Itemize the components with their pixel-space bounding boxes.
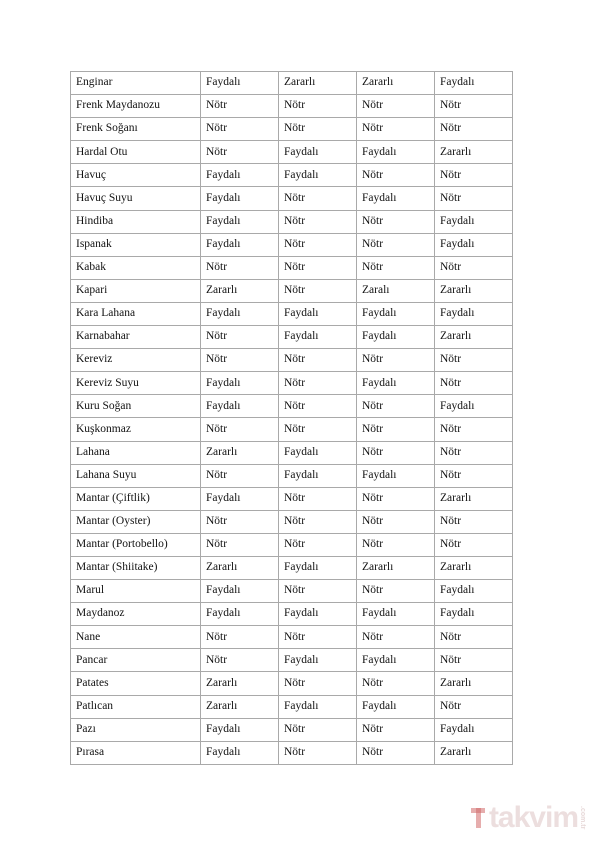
effect-cell: Nötr — [279, 395, 357, 418]
effect-cell: Nötr — [279, 626, 357, 649]
food-name-cell: Hardal Otu — [71, 141, 201, 164]
effect-cell: Faydalı — [435, 72, 513, 95]
effect-cell: Faydalı — [435, 302, 513, 325]
table-row — [71, 302, 513, 325]
effect-cell: Nötr — [357, 510, 435, 533]
effect-cell: Nötr — [435, 349, 513, 372]
effect-cell: Nötr — [201, 326, 279, 349]
effect-cell: Faydalı — [435, 718, 513, 741]
effect-cell: Faydalı — [201, 487, 279, 510]
effect-cell: Zararlı — [435, 741, 513, 764]
table-row — [71, 164, 513, 187]
table-row — [71, 395, 513, 418]
effect-cell: Zararlı — [357, 556, 435, 579]
effect-cell: Nötr — [279, 672, 357, 695]
effect-cell: Nötr — [435, 626, 513, 649]
effect-cell: Nötr — [357, 487, 435, 510]
table-row — [71, 256, 513, 279]
effect-cell: Nötr — [201, 256, 279, 279]
effect-cell: Nötr — [279, 349, 357, 372]
table-row — [71, 187, 513, 210]
effect-cell: Nötr — [279, 718, 357, 741]
effect-cell: Nötr — [435, 164, 513, 187]
table-row — [71, 695, 513, 718]
effect-cell: Nötr — [279, 372, 357, 395]
effect-cell: Faydalı — [201, 302, 279, 325]
effect-cell: Faydalı — [279, 164, 357, 187]
effect-cell: Faydalı — [279, 649, 357, 672]
food-name-cell: Pırasa — [71, 741, 201, 764]
food-name-cell: Havuç Suyu — [71, 187, 201, 210]
table-row — [71, 418, 513, 441]
effect-cell: Nötr — [201, 95, 279, 118]
effect-cell: Nötr — [279, 256, 357, 279]
effect-cell: Faydalı — [357, 326, 435, 349]
effect-cell: Zararlı — [435, 279, 513, 302]
effect-cell: Faydalı — [279, 603, 357, 626]
effect-cell: Faydalı — [201, 187, 279, 210]
effect-cell: Faydalı — [357, 187, 435, 210]
effect-cell: Faydalı — [279, 695, 357, 718]
table-row — [71, 741, 513, 764]
effect-cell: Nötr — [435, 510, 513, 533]
effect-cell: Nötr — [279, 210, 357, 233]
effect-cell: Nötr — [357, 533, 435, 556]
effect-cell: Faydalı — [201, 72, 279, 95]
table-row — [71, 464, 513, 487]
effect-cell: Nötr — [357, 718, 435, 741]
effect-cell: Nötr — [201, 464, 279, 487]
effect-cell: Nötr — [201, 533, 279, 556]
watermark-tld: .com.tr — [579, 806, 586, 830]
food-name-cell: Enginar — [71, 72, 201, 95]
takvim-logo-icon — [469, 806, 487, 830]
effect-cell: Nötr — [201, 118, 279, 141]
effect-cell: Nötr — [357, 395, 435, 418]
effect-cell: Nötr — [357, 672, 435, 695]
food-name-cell: Maydanoz — [71, 603, 201, 626]
food-name-cell: Pazı — [71, 718, 201, 741]
effect-cell: Faydalı — [357, 464, 435, 487]
food-name-cell: Kabak — [71, 256, 201, 279]
effect-cell: Faydalı — [357, 372, 435, 395]
table-row — [71, 326, 513, 349]
effect-cell: Nötr — [435, 256, 513, 279]
effect-cell: Faydalı — [201, 372, 279, 395]
effect-cell: Nötr — [279, 187, 357, 210]
table-row — [71, 72, 513, 95]
effect-cell: Nötr — [279, 279, 357, 302]
effect-cell: Zaralı — [357, 279, 435, 302]
effect-cell: Nötr — [435, 372, 513, 395]
table-row — [71, 533, 513, 556]
table-body — [71, 72, 513, 765]
effect-cell: Faydalı — [201, 164, 279, 187]
effect-cell: Nötr — [357, 441, 435, 464]
food-name-cell: Mantar (Çiftlik) — [71, 487, 201, 510]
food-name-cell: Ispanak — [71, 233, 201, 256]
food-name-cell: Nane — [71, 626, 201, 649]
food-name-cell: Kara Lahana — [71, 302, 201, 325]
effect-cell: Nötr — [435, 187, 513, 210]
effect-cell: Faydalı — [201, 603, 279, 626]
effect-cell: Faydalı — [435, 233, 513, 256]
effect-cell: Faydalı — [201, 395, 279, 418]
effect-cell: Faydalı — [357, 603, 435, 626]
table-row — [71, 210, 513, 233]
effect-cell: Nötr — [201, 418, 279, 441]
food-compatibility-table — [70, 71, 513, 765]
effect-cell: Nötr — [357, 233, 435, 256]
table-row — [71, 672, 513, 695]
table-row — [71, 556, 513, 579]
food-name-cell: Kereviz — [71, 349, 201, 372]
effect-cell: Nötr — [357, 95, 435, 118]
food-name-cell: Hindiba — [71, 210, 201, 233]
effect-cell: Nötr — [201, 649, 279, 672]
effect-cell: Nötr — [357, 256, 435, 279]
effect-cell: Nötr — [435, 95, 513, 118]
table-row — [71, 626, 513, 649]
effect-cell: Faydalı — [435, 580, 513, 603]
effect-cell: Nötr — [357, 580, 435, 603]
effect-cell: Nötr — [279, 741, 357, 764]
effect-cell: Zararlı — [435, 487, 513, 510]
effect-cell: Nötr — [279, 487, 357, 510]
food-name-cell: Lahana Suyu — [71, 464, 201, 487]
effect-cell: Faydalı — [435, 395, 513, 418]
effect-cell: Zararlı — [201, 279, 279, 302]
effect-cell: Zararlı — [201, 441, 279, 464]
effect-cell: Faydalı — [201, 741, 279, 764]
effect-cell: Zararlı — [435, 672, 513, 695]
effect-cell: Zararlı — [201, 695, 279, 718]
food-name-cell: Kuşkonmaz — [71, 418, 201, 441]
effect-cell: Nötr — [435, 418, 513, 441]
effect-cell: Nötr — [435, 441, 513, 464]
food-name-cell: Frenk Soğanı — [71, 118, 201, 141]
effect-cell: Nötr — [201, 626, 279, 649]
food-name-cell: Kuru Soğan — [71, 395, 201, 418]
effect-cell: Nötr — [357, 741, 435, 764]
effect-cell: Faydalı — [279, 141, 357, 164]
effect-cell: Zararlı — [201, 672, 279, 695]
effect-cell: Faydalı — [201, 718, 279, 741]
effect-cell: Nötr — [279, 118, 357, 141]
table-row — [71, 141, 513, 164]
effect-cell: Nötr — [279, 533, 357, 556]
effect-cell: Faydalı — [435, 603, 513, 626]
food-name-cell: Marul — [71, 580, 201, 603]
food-name-cell: Mantar (Shiitake) — [71, 556, 201, 579]
effect-cell: Nötr — [201, 510, 279, 533]
table-row — [71, 580, 513, 603]
food-name-cell: Patlıcan — [71, 695, 201, 718]
effect-cell: Nötr — [357, 418, 435, 441]
table-row — [71, 349, 513, 372]
effect-cell: Zararlı — [357, 72, 435, 95]
effect-cell: Faydalı — [357, 649, 435, 672]
effect-cell: Nötr — [279, 510, 357, 533]
table-row — [71, 118, 513, 141]
effect-cell: Faydalı — [279, 326, 357, 349]
effect-cell: Faydalı — [201, 210, 279, 233]
effect-cell: Nötr — [279, 580, 357, 603]
effect-cell: Zararlı — [435, 141, 513, 164]
watermark-text: takvim — [488, 801, 578, 834]
effect-cell: Faydalı — [435, 210, 513, 233]
effect-cell: Faydalı — [201, 233, 279, 256]
effect-cell: Faydalı — [279, 441, 357, 464]
effect-cell: Zararlı — [435, 556, 513, 579]
effect-cell: Nötr — [201, 349, 279, 372]
effect-cell: Nötr — [435, 695, 513, 718]
table-row — [71, 487, 513, 510]
effect-cell: Nötr — [279, 95, 357, 118]
effect-cell: Nötr — [357, 164, 435, 187]
effect-cell: Nötr — [357, 626, 435, 649]
effect-cell: Faydalı — [357, 695, 435, 718]
table-row — [71, 95, 513, 118]
table-row — [71, 441, 513, 464]
effect-cell: Faydalı — [279, 556, 357, 579]
effect-cell: Nötr — [357, 210, 435, 233]
food-name-cell: Lahana — [71, 441, 201, 464]
food-name-cell: Mantar (Portobello) — [71, 533, 201, 556]
effect-cell: Nötr — [435, 464, 513, 487]
table-row — [71, 718, 513, 741]
effect-cell: Faydalı — [357, 141, 435, 164]
table-row — [71, 603, 513, 626]
food-name-cell: Patates — [71, 672, 201, 695]
effect-cell: Nötr — [435, 118, 513, 141]
food-name-cell: Pancar — [71, 649, 201, 672]
table-row — [71, 510, 513, 533]
effect-cell: Nötr — [357, 118, 435, 141]
table-row — [71, 372, 513, 395]
food-name-cell: Mantar (Oyster) — [71, 510, 201, 533]
effect-cell: Faydalı — [279, 464, 357, 487]
table-row — [71, 279, 513, 302]
effect-cell: Nötr — [279, 418, 357, 441]
effect-cell: Faydalı — [279, 302, 357, 325]
effect-cell: Faydalı — [357, 302, 435, 325]
effect-cell: Zararlı — [435, 326, 513, 349]
effect-cell: Faydalı — [201, 580, 279, 603]
food-name-cell: Kereviz Suyu — [71, 372, 201, 395]
food-name-cell: Karnabahar — [71, 326, 201, 349]
takvim-watermark-logo — [469, 801, 586, 835]
effect-cell: Nötr — [279, 233, 357, 256]
effect-cell: Nötr — [357, 349, 435, 372]
effect-cell: Zararlı — [279, 72, 357, 95]
food-name-cell: Kapari — [71, 279, 201, 302]
table-row — [71, 233, 513, 256]
effect-cell: Nötr — [435, 649, 513, 672]
food-name-cell: Havuç — [71, 164, 201, 187]
effect-cell: Zararlı — [201, 556, 279, 579]
effect-cell: Nötr — [435, 533, 513, 556]
table-row — [71, 649, 513, 672]
effect-cell: Nötr — [201, 141, 279, 164]
food-name-cell: Frenk Maydanozu — [71, 95, 201, 118]
